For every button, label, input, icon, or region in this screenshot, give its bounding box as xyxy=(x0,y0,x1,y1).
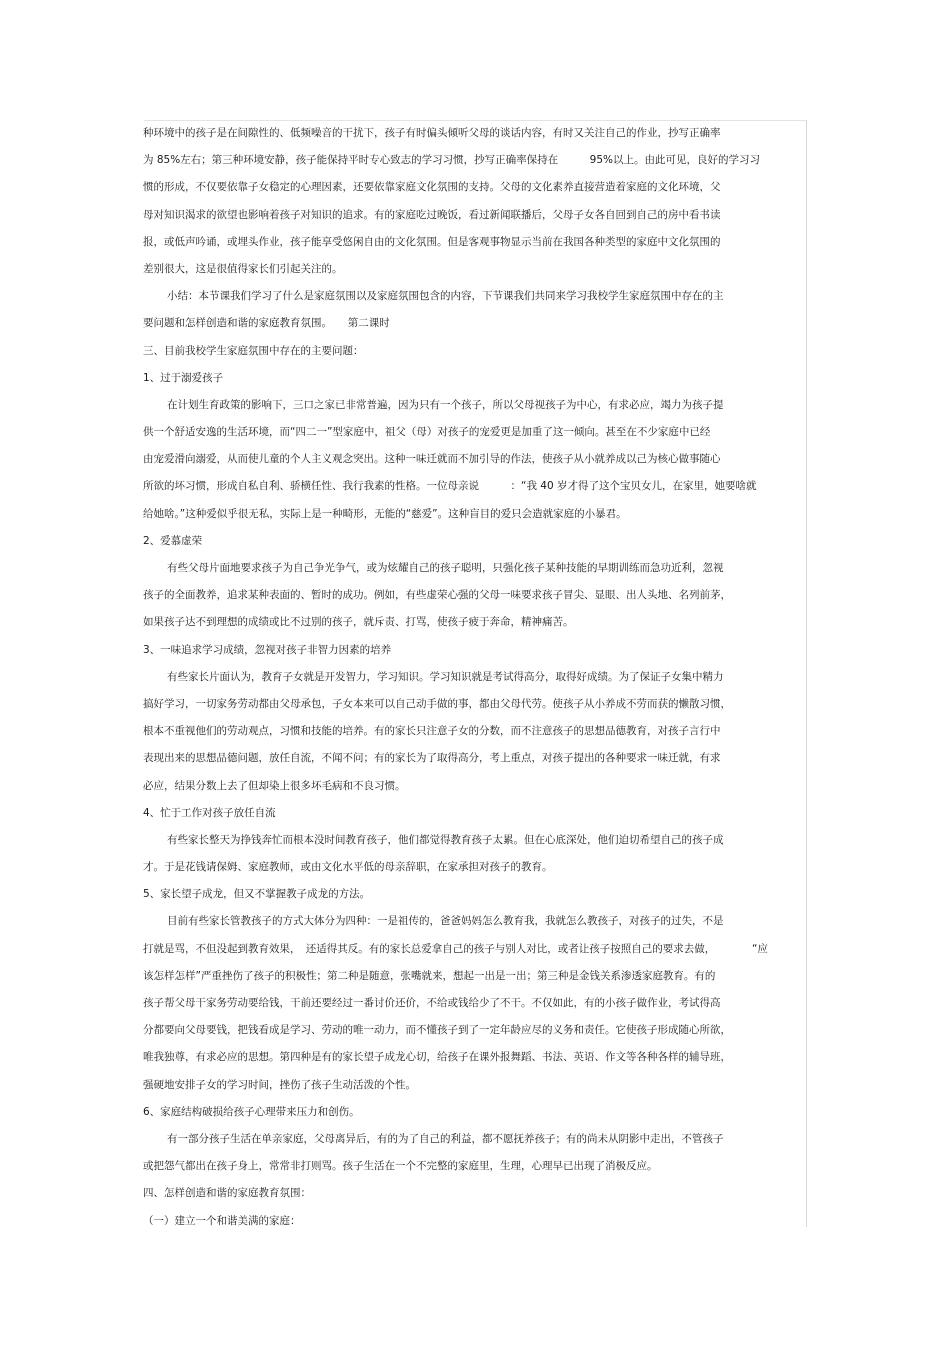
text-line: 小结：本节课我们学习了什么是家庭氛围以及家庭氛围包含的内容，下节课我们共同来学习我校学生家庭氛围中存在的主 xyxy=(167,290,724,303)
text-line: 打就是骂，不但没起到教育效果， 还适得其反。有的家长总爱拿自己的孩子与别人对比，或者让孩子按照自己的要求去做， “应 xyxy=(143,942,768,955)
text-line: 所欲的坏习惯，形成自私自利、骄横任性、我行我素的性格。一位母亲说 ：“我 40 岁才得了这个宝贝女儿，在家里，她要啥就 xyxy=(143,480,757,493)
text-line: 母对知识渴求的欲望也影响着孩子对知识的追求。有的家庭吃过晚饭，看过新闻联播后，父母子女各自回到自己的房中看书读 xyxy=(143,208,721,221)
text-line: 分都要向父母要钱，把钱看成是学习、劳动的唯一动力，而不懂孩子到了一定年龄应尽的义务和责任。它使孩子形成随心所欲， xyxy=(143,1024,731,1037)
text-line: 目前有些家长管教孩子的方式大体分为四种：一是祖传的，爸爸妈妈怎么教育我，我就怎么教孩子，对孩子的过失，不是 xyxy=(167,915,724,928)
text-line: 1、过于溺爱孩子 xyxy=(143,371,224,384)
text-line: 要问题和怎样创造和谐的家庭教育氛围。 第二课时 xyxy=(143,317,390,330)
text-line: 有些家长整天为挣钱奔忙而根本没时间教育孩子，他们都觉得教育孩子太累。但在心底深处，他们迫切希望自己的孩子成 xyxy=(167,833,724,846)
text-line: 供一个舒适安逸的生活环境，而“四二一”型家庭中，祖父（母）对孩子的宠爱更是加重了这一倾向。甚至在不少家庭中已经 xyxy=(143,426,711,439)
text-line: 有一部分孩子生活在单亲家庭，父母离异后，有的为了自己的利益，都不愿抚养孩子；有的尚未从阴影中走出，不管孩子 xyxy=(167,1132,724,1145)
text-line: 才。于是花钱请保姆、家庭教师，或由文化水平低的母亲辞职，在家承担对孩子的教育。 xyxy=(143,861,553,874)
text-line: 给她啥。”这种爱似乎很无私，实际上是一种畸形，无能的“慈爱”。这种盲目的爱只会造就家庭的小暴君。 xyxy=(143,507,627,520)
text-line: 6、家庭结构破损给孩子心理带来压力和创伤。 xyxy=(143,1105,360,1118)
text-line: 有些父母片面地要求孩子为自己争光争气，或为炫耀自己的孩子聪明，只强化孩子某种技能的早期训练而急功近利，忽视 xyxy=(167,562,724,574)
text-line: 报，或低声吟诵，或埋头作业，孩子能享受悠闲自由的文化氛围。但是客观事物显示当前在我国各种类型的家庭中文化氛围的 xyxy=(143,235,721,248)
text-line: 孩子帮父母干家务劳动要给钱，干前还要经过一番讨价还价，不给或钱给少了不干。不仅如此，有的小孩子做作业，考试得高 xyxy=(143,997,721,1009)
text-line: 或把怨气都出在孩子身上，常常非打则骂。孩子生活在一个不完整的家庭里，生理，心理早已出现了消极反应。 xyxy=(143,1160,658,1173)
text-line: 4、忙于工作对孩子放任自流 xyxy=(143,806,276,819)
text-line: 3、一味追求学习成绩，忽视对孩子非智力因素的培养 xyxy=(143,643,392,656)
text-line: 孩子的全面教养，追求某种表面的、暂时的成功。例如，有些虚荣心强的父母一味要求孩子冒尖、显眼、出人头地、名列前茅， xyxy=(143,589,731,602)
text-line: 表现出来的思想品德问题，放任自流，不闻不问；有的家长为了取得高分，考上重点，对孩子提出的各种要求一味迁就，有求 xyxy=(143,752,721,765)
text-line: 2、爱慕虚荣 xyxy=(143,534,203,547)
text-line: 由宠爱滑向溺爱，从而使儿童的个人主义观念突出。这种一味迁就而不加引导的作法，使孩子从小就养成以己为核心做事随心 xyxy=(143,453,721,466)
text-line: 差别很大，这是很值得家长们引起关注的。 xyxy=(143,262,343,275)
text-line: 惯的形成，不仅要依靠子女稳定的心理因素，还要依靠家庭文化氛围的支持。父母的文化素养直接营造着家庭的文化环境，父 xyxy=(143,181,721,194)
page-frame-top-border xyxy=(144,120,807,121)
text-line: 唯我独尊，有求必应的思想。第四种是有的家长望子成龙心切，给孩子在课外报舞蹈、书法、英语、作文等各种各样的辅导班， xyxy=(143,1051,731,1064)
text-line: （一）建立一个和谐美满的家庭： xyxy=(143,1214,301,1227)
text-line: 三、目前我校学生家庭氛围中存在的主要问题： xyxy=(143,344,364,357)
page-frame-right-border xyxy=(806,120,807,1227)
text-line: 在计划生育政策的影响下，三口之家已非常普遍，因为只有一个孩子，所以父母视孩子为中心，有求必应，竭力为孩子提 xyxy=(167,398,724,411)
text-line: 搞好学习，一切家务劳动都由父母承包，子女本来可以自己动手做的事，都由父母代劳。使孩子从小养成不劳而获的懒散习惯， xyxy=(143,697,731,710)
text-line: 种环境中的孩子是在间隙性的、低频噪音的干扰下，孩子有时偏头倾听父母的谈话内容，有时又关注自己的作业，抄写正确率 xyxy=(143,127,721,139)
text-line: 为 85%左右；第三种环境安静，孩子能保持平时专心致志的学习习惯，抄写正确率保持在 95%以上。由此可见，良好的学习习 xyxy=(143,154,761,167)
text-line: 强硬地安排子女的学习时间，挫伤了孩子生动活泼的个性。 xyxy=(143,1078,416,1091)
text-line: 该怎样怎样”严重挫伤了孩子的积极性；第二种是随意，张嘴就来，想起一出是一出；第三种是金钱关系渗透家庭教育。有的 xyxy=(143,969,716,982)
text-line: 必应，结果分数上去了但却染上很多坏毛病和不良习惯。 xyxy=(143,779,406,792)
text-line: 有些家长片面认为，教育子女就是开发智力，学习知识。学习知识就是考试得高分，取得好成绩。为了保证子女集中精力 xyxy=(167,670,724,683)
text-line: 如果孩子达不到理想的成绩或比不过别的孩子，就斥责、打骂，使孩子疲于奔命，精神痛苦。 xyxy=(143,616,574,629)
text-line: 四、怎样创造和谐的家庭教育氛围： xyxy=(143,1187,311,1200)
document-body xyxy=(143,123,805,1238)
text-line: 根本不重视他们的劳动观点，习惯和技能的培养。有的家长只注意子女的分数，而不注意孩子的思想品德教育，对孩子言行中 xyxy=(143,725,721,738)
text-line: 5、家长望子成龙，但又不掌握教子成龙的方法。 xyxy=(143,888,371,901)
